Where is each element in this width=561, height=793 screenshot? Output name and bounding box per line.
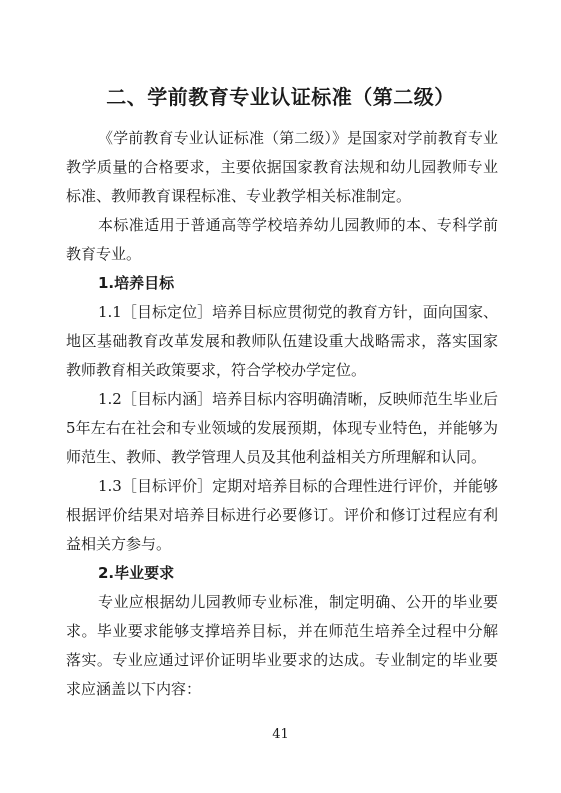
- page-title: 二、学前教育专业认证标准（第二级）: [106, 85, 455, 109]
- clause-1-2: 1.2［目标内涵］培养目标内容明确清晰，反映师范生毕业后5年左右在社会和专业领域的发展预期，体现专业特色，并能够为师范生、教师、教学管理人员及其他利益相关方所理解和认同。: [66, 390, 498, 466]
- intro-paragraph: 《学前教育专业认证标准（第二级）》是国家对学前教育专业教学质量的合格要求，主要依据国家教育法规和幼儿园教师专业标准、教师教育课程标准、专业教学相关标准制定。: [66, 129, 498, 205]
- scope-paragraph: 本标准适用于普通高等学校培养幼儿园教师的本、专科学前教育专业。: [66, 216, 498, 263]
- clause-1-1: 1.1［目标定位］培养目标应贯彻党的教育方针，面向国家、地区基础教育改革发展和教师队伍建设重大战略需求，落实国家教师教育相关政策要求，符合学校办学定位。: [66, 303, 498, 379]
- document-body: [66, 124, 498, 704]
- section-heading-training-goals: 1.培养目标: [98, 274, 175, 292]
- clause-1-3: 1.3［目标评价］定期对培养目标的合理性进行评价，并能够根据评价结果对培养目标进行必要修订。评价和修订过程应有利益相关方参与。: [66, 477, 498, 553]
- page-number: 41: [272, 727, 289, 742]
- graduation-requirements-paragraph: 专业应根据幼儿园教师专业标准，制定明确、公开的毕业要求。毕业要求能够支撑培养目标，并在师范生培养全过程中分解落实。专业应通过评价证明毕业要求的达成。专业制定的毕业要求应涵盖以下内容：: [66, 593, 498, 698]
- section-heading-graduation-requirements: 2.毕业要求: [98, 564, 175, 582]
